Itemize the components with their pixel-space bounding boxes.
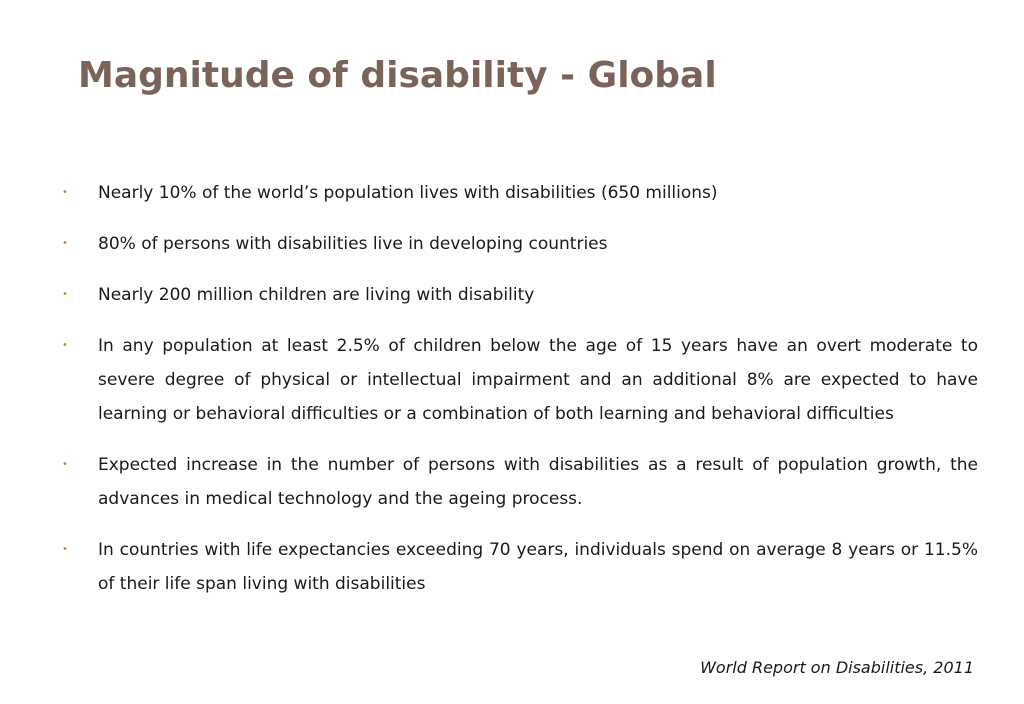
bullet-dot-icon: • [62,459,68,470]
bullet-item [60,278,978,312]
bullet-dot-icon: • [62,238,68,249]
bullet-item [60,176,978,210]
bullet-text: Expected increase in the number of persons with disabilities as a result of population growth, the advances in medical technology and the ageing process. [98,455,978,509]
bullet-dot-icon: • [62,187,68,198]
bullet-item [60,533,978,601]
bullet-text: In countries with life expectancies exceeding 70 years, individuals spend on average 8 years or 11.5% of their life span living with disabilities [98,540,978,594]
bullet-item [60,448,978,516]
slide-title: Magnitude of disability - Global [78,55,717,96]
bullet-item [60,227,978,261]
bullet-dot-icon: • [62,544,68,555]
bullet-dot-icon: • [62,289,68,300]
bullet-text: 80% of persons with disabilities live in developing countries [98,234,608,254]
bullet-text: In any population at least 2.5% of children below the age of 15 years have an overt moderate to severe degree of physical or intellectual impairment and an additional 8% are expected to have learning or behavioral difficulties or a combination of both learning and behavioral difficulties [98,336,978,424]
bullet-dot-icon: • [62,340,68,351]
bullet-text: Nearly 10% of the world’s population lives with disabilities (650 millions) [98,183,718,203]
bullet-item [60,329,978,431]
bullet-text: Nearly 200 million children are living with disability [98,285,535,305]
bullet-list [60,176,978,618]
citation: World Report on Disabilities, 2011 [700,658,974,677]
